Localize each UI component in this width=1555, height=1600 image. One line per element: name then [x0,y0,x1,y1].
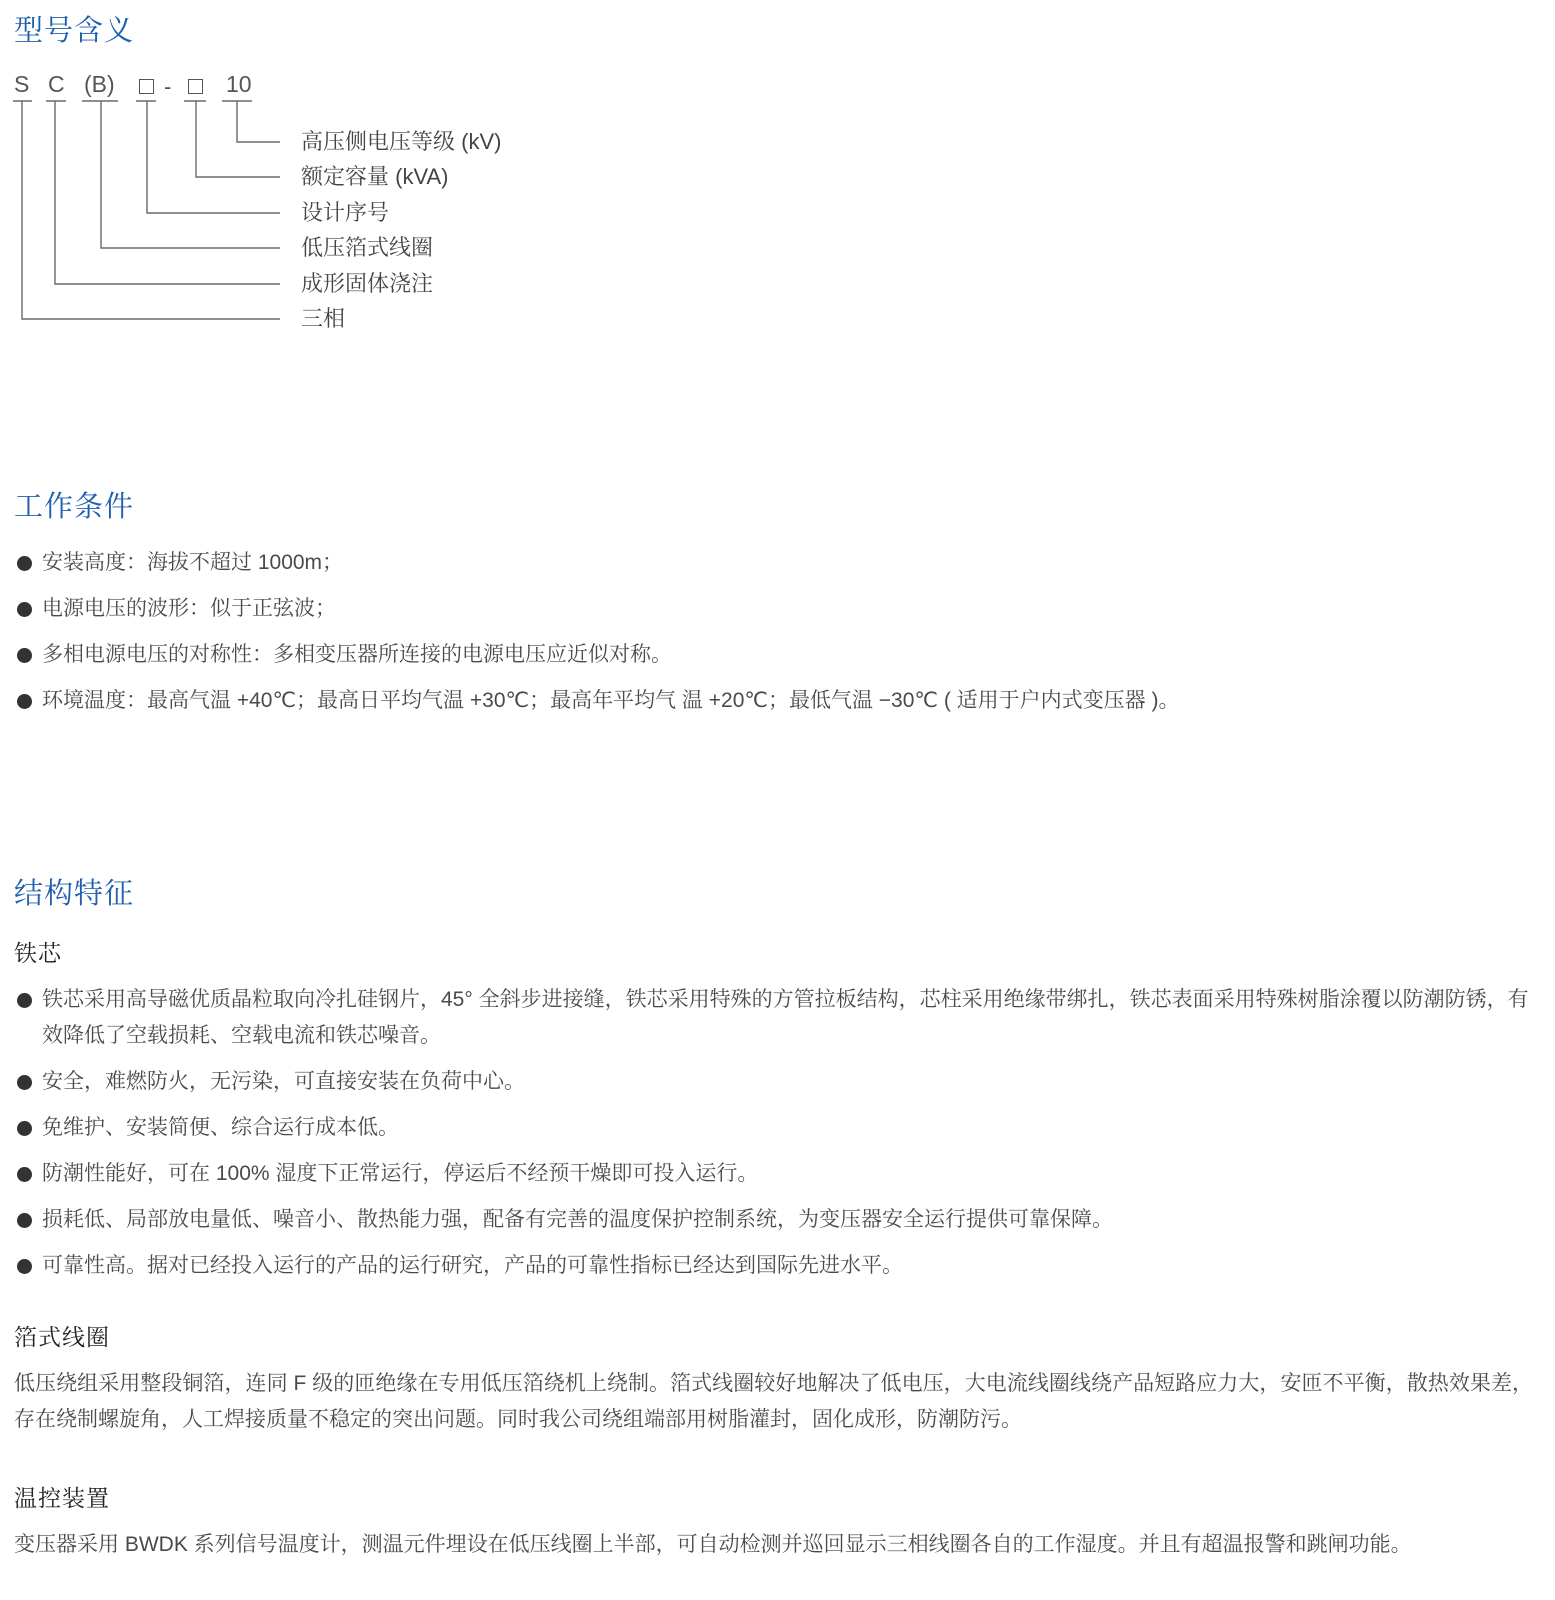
bullet-dot-icon [17,1167,32,1182]
core-text: 免维护、安装简便、综合运行成本低。 [42,1116,399,1139]
bullet-dot-icon [17,1259,32,1274]
conditions-section-title: 工作条件 [14,491,135,523]
core-text: 安全，难燃防火，无污染，可直接安装在负荷中心。 [42,1070,525,1093]
condition-text: 多相电源电压的对称性：多相变压器所连接的电源电压应近似对称。 [42,643,672,666]
conditions-list [16,545,1535,719]
condition-text: 环境温度：最高气温 +40℃；最高日平均气温 +30℃；最高年平均气 温 +20℃；最低气温 −30℃ ( 适用于户内式变压器 )。 [42,689,1180,712]
foil-subtitle: 箔式线圈 [14,1324,110,1350]
bullet-dot-icon [17,602,32,617]
temp-paragraph: 变压器采用 BWDK 系列信号温度计，测温元件埋设在低压线圈上半部，可自动检测并巡回显示三相线圈各自的工作湿度。并且有超温报警和跳闸功能。 [14,1533,1412,1556]
model-label-foil: 低压箔式线圈 [301,235,434,260]
bullet-dot-icon [17,648,32,663]
core-subtitle: 铁芯 [14,940,62,966]
list-item [16,591,1535,627]
model-label-capacity: 额定容量 (kVA) [301,164,449,189]
bullet-dot-icon [17,1213,32,1228]
core-list [16,982,1535,1284]
bullet-dot-icon [17,556,32,571]
bullet-dot-icon [17,694,32,709]
code-c: C [48,71,65,97]
list-item [16,637,1535,673]
core-text: 防潮性能好，可在 100% 湿度下正常运行，停运后不经预干燥即可投入运行。 [42,1162,759,1185]
bullet-dot-icon [17,1075,32,1090]
foil-paragraph: 低压绕组采用整段铜箔，连同 F 级的匝绝缘在专用低压箔绕机上绕制。箔式线圈较好地解决了低电压，大电流线圈线绕产品短路应力大，安匝不平衡，散热效果差，存在绕制螺旋角，人工焊接质量不稳定的突出问题。同时我公司绕组端部用树脂灌封，固化成形，防潮防污。 [14,1372,1533,1431]
bullet-dot-icon [17,1121,32,1136]
condition-text: 安装高度：海拔不超过 1000m； [42,551,344,574]
list-item [16,1202,1535,1238]
bullet-dot-icon [17,993,32,1008]
core-text: 损耗低、局部放电量低、噪音小、散热能力强，配备有完善的温度保护控制系统，为变压器安全运行提供可靠保障。 [42,1208,1113,1231]
model-section-title: 型号含义 [14,15,135,47]
list-item [16,1110,1535,1146]
model-label-cast: 成形固体浇注 [301,271,434,296]
list-item [16,1156,1535,1192]
core-text: 铁芯采用高导磁优质晶粒取向冷扎硅钢片，45° 全斜步进接缝，铁芯采用特殊的方管拉板结构，芯柱采用绝缘带绑扎，铁芯表面采用特殊树脂涂覆以防潮防锈，有效降低了空载损耗、空载电流和铁芯噪音。 [42,988,1529,1047]
code-b: (B) [84,71,115,97]
condition-text: 电源电压的波形：似于正弦波； [42,597,336,620]
code-s: S [14,71,30,97]
model-label-voltage: 高压侧电压等级 (kV) [301,129,502,154]
list-item [16,1248,1535,1284]
code-dash: - [164,74,172,99]
list-item [16,683,1535,719]
model-diagram-lines [0,0,300,330]
structure-section-title: 结构特征 [14,878,135,910]
model-label-phase: 三相 [301,306,346,331]
core-text: 可靠性高。据对已经投入运行的产品的运行研究，产品的可靠性指标已经达到国际先进水平。 [42,1254,903,1277]
temp-subtitle: 温控装置 [14,1485,110,1511]
list-item [16,1064,1535,1100]
code-ten: 10 [226,71,252,97]
list-item [16,982,1535,1054]
list-item [16,545,1535,581]
model-label-design: 设计序号 [301,200,390,225]
